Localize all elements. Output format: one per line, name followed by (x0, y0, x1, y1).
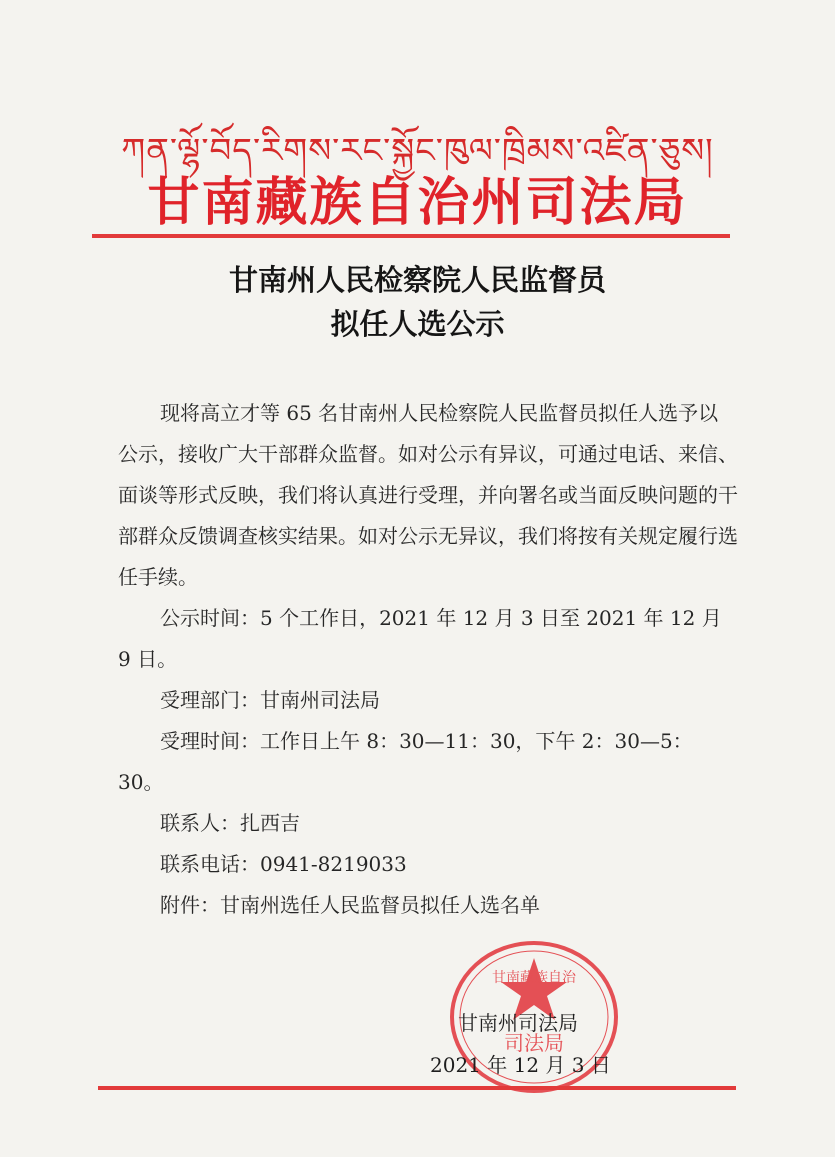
header-tibetan-name: ཀན་ལྷོ་བོད་རིགས་རང་སྐྱོང་ཁུལ་ཁྲིམས་འཛིན་ཅུས། (121, 131, 714, 171)
body-paragraph-intro: 现将高立才等 65 名甘南州人民检察院人民监督员拟任人选予以公示，接收广大干部群众监督。如对公示有异议，可通过电话、来信、面谈等形式反映，我们将认真进行受理，并向署名或当面反映问题的干部群众反馈调查核实结果。如对公示无异议，我们将按有关规定履行选任手续。 (118, 401, 738, 589)
body-paragraph-period: 公示时间：5 个工作日，2021 年 12 月 3 日至 2021 年 12 月 9 日。 (118, 606, 722, 671)
title-line-2: 拟任人选公示 (330, 307, 505, 341)
body-paragraph-attachment: 附件：甘南州选任人民监督员拟任人选名单 (160, 893, 540, 917)
footer-divider (98, 1086, 736, 1090)
signature-org: 甘南州司法局 (458, 1011, 578, 1035)
header-divider (92, 234, 730, 238)
header-org-name: 甘南藏族自治州司法局 (147, 172, 688, 233)
body-paragraph-phone: 联系电话：0941-8219033 (160, 852, 407, 876)
document-body (118, 393, 738, 926)
document-title (110, 258, 725, 346)
seal-top-text: 甘南藏族自治 (492, 970, 576, 986)
title-line-1: 甘南州人民检察院人民监督员 (228, 263, 606, 297)
seal-bottom-text: 司法局 (504, 1031, 564, 1055)
body-paragraph-department: 受理部门：甘南州司法局 (160, 688, 380, 712)
signature-date: 2021 年 12 月 3 日 (430, 1053, 611, 1077)
body-paragraph-contact: 联系人：扎西吉 (160, 811, 300, 835)
body-paragraph-hours: 受理时间：工作日上午 8：30—11：30，下午 2：30—5：30。 (118, 729, 693, 794)
